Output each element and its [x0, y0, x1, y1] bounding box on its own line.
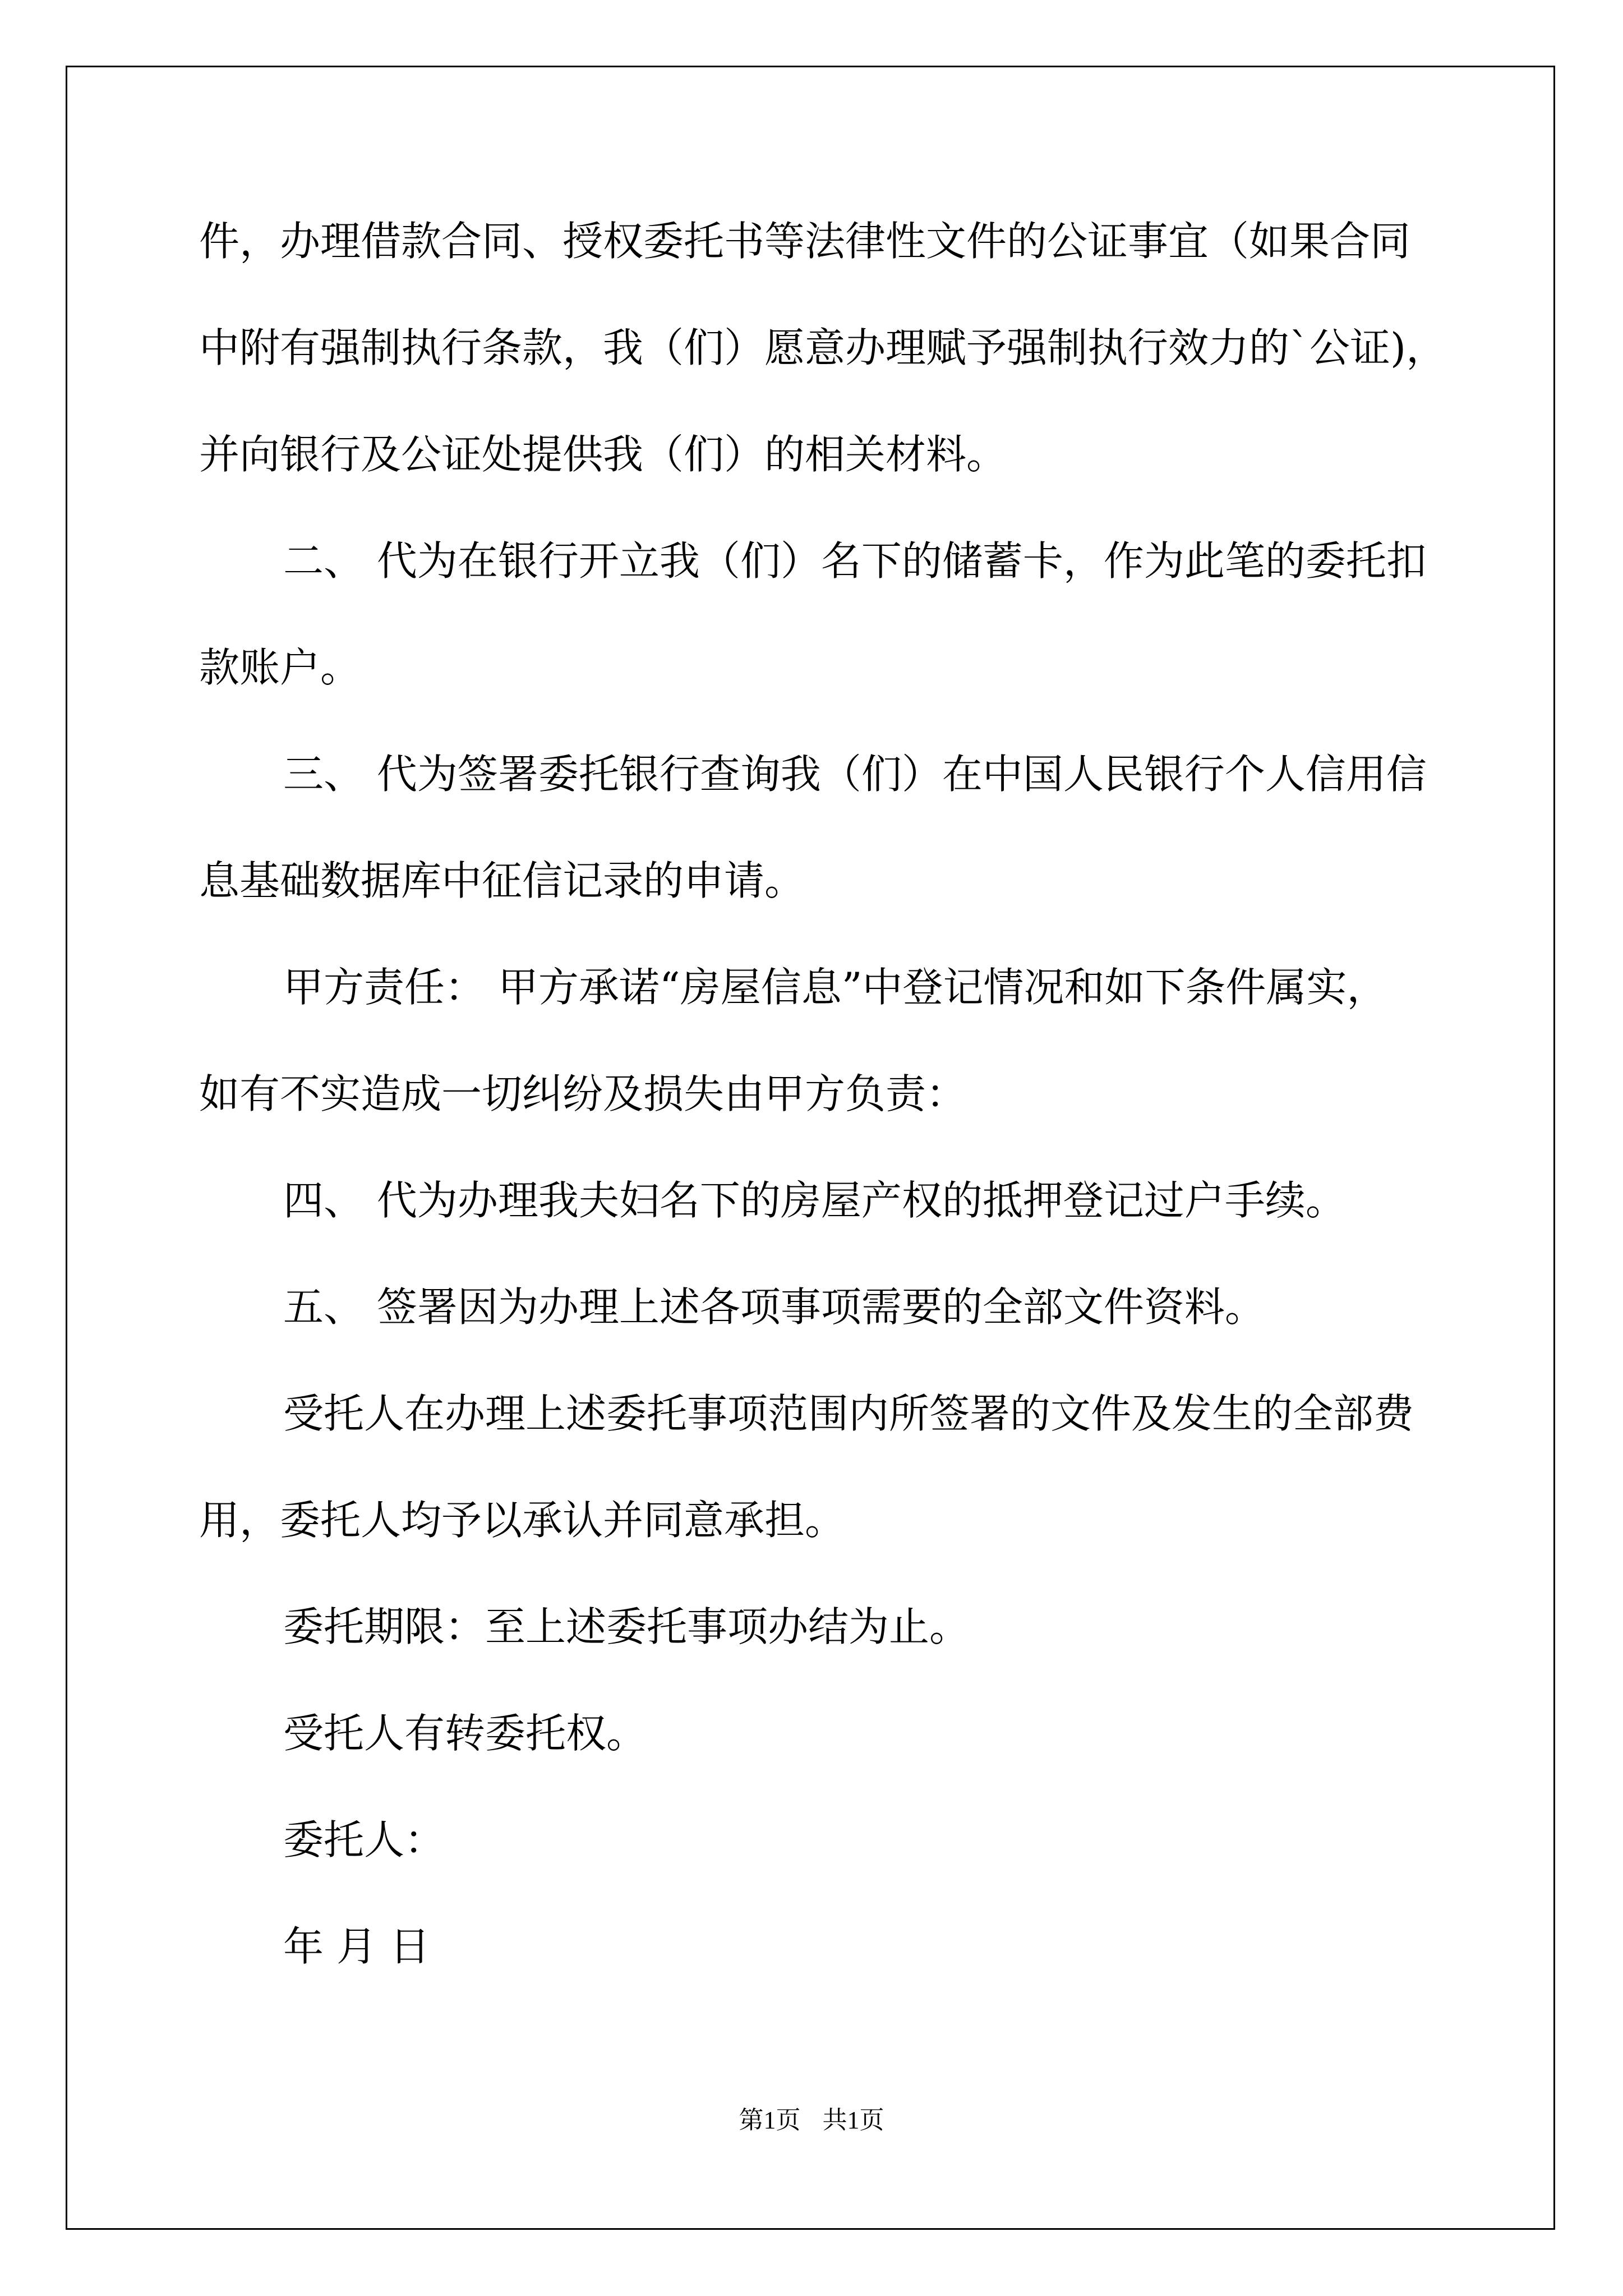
text-line: 款账户。: [199, 644, 361, 691]
text-line: 二、 代为在银行开立我（们）名下的储蓄卡，作为此笔的委托扣: [283, 537, 1427, 585]
text-line: 用，委托人均予以承认并同意承担。: [199, 1497, 846, 1544]
text-line: 件，办理借款合同、授权委托书等法律性文件的公证事宜（如果合同: [199, 218, 1411, 265]
text-line: 受托人有转委托权。: [283, 1710, 647, 1757]
text-line: 委托期限：至上述委托事项办结为止。: [283, 1603, 970, 1650]
text-line: 甲方责任： 甲方承诺“房屋信息”中登记情况和如下条件属实，: [283, 964, 1387, 1011]
text-line: 年 月 日: [283, 1923, 430, 1970]
text-line: 并向银行及公证处提供我（们）的相关材料。: [199, 431, 1007, 478]
text-line: 四、 代为办理我夫妇名下的房屋产权的抵押登记过户手续。: [283, 1177, 1346, 1224]
page-footer: [0, 2104, 1623, 2137]
text-line: 中附有强制执行条款，我（们）愿意办理赋予强制执行效力的`公证)，: [199, 324, 1447, 371]
page-total: 共1页: [822, 2106, 884, 2134]
text-line: 息基础数据库中征信记录的申请。: [199, 857, 805, 904]
text-line: 委托人：: [283, 1816, 445, 1864]
text-line: 受托人在办理上述委托事项范围内所签署的文件及发生的全部费: [283, 1390, 1414, 1437]
text-line: 如有不实造成一切纠纷及损失由甲方负责：: [199, 1070, 967, 1117]
page-number: 第1页: [739, 2106, 801, 2134]
document-body: [199, 213, 1447, 1975]
text-line: 三、 代为签署委托银行查询我（们）在中国人民银行个人信用信: [283, 751, 1427, 798]
text-line: 五、 签署因为办理上述各项事项需要的全部文件资料。: [283, 1283, 1265, 1331]
